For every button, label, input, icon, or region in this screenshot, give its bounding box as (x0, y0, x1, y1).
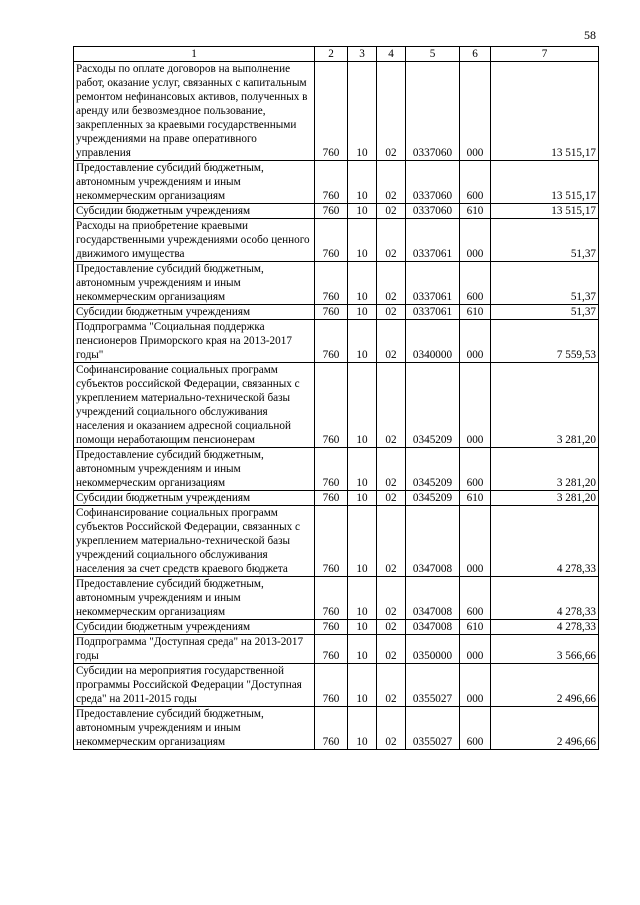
row-c6-cell: 600 (460, 707, 491, 750)
row-c7-cell: 4 278,33 (491, 506, 599, 577)
row-name-cell: Субсидии бюджетным учреждениям (74, 620, 315, 635)
row-c7-cell: 51,37 (491, 262, 599, 305)
row-c5-cell: 0337060 (406, 204, 460, 219)
row-name-cell: Предоставление субсидий бюджетным, автономным учреждениям и иным некоммерческим организациям (74, 262, 315, 305)
column-header: 7 (491, 47, 599, 62)
row-c4-cell: 02 (377, 363, 406, 448)
row-c7-cell: 4 278,33 (491, 620, 599, 635)
row-c4-cell: 02 (377, 62, 406, 161)
row-c4-cell: 02 (377, 664, 406, 707)
row-name-cell: Предоставление субсидий бюджетным, автономным учреждениям и иным некоммерческим организациям (74, 161, 315, 204)
table-row (74, 491, 599, 506)
row-c6-cell: 600 (460, 262, 491, 305)
row-c4-cell: 02 (377, 320, 406, 363)
page-number: 58 (584, 28, 596, 42)
table-row (74, 219, 599, 262)
row-c5-cell: 0345209 (406, 448, 460, 491)
row-c2-cell: 760 (315, 62, 348, 161)
row-c4-cell: 02 (377, 262, 406, 305)
row-name-cell: Субсидии на мероприятия государственной программы Российской Федерации "Доступная среда" на 2011-2015 годы (74, 664, 315, 707)
row-c6-cell: 600 (460, 448, 491, 491)
row-c7-cell: 4 278,33 (491, 577, 599, 620)
table-row (74, 320, 599, 363)
row-name-cell: Расходы на приобретение краевыми государственными учреждениями особо ценного движимого имущества (74, 219, 315, 262)
row-name-cell: Софинансирование социальных программ субъектов российской Федерации, связанных с укреплением материально-технической базы учреждений социального обслуживания населения и оказанием адресной социальной помощи неработающим пенсионерам (74, 363, 315, 448)
row-c4-cell: 02 (377, 577, 406, 620)
row-c4-cell: 02 (377, 506, 406, 577)
row-c3-cell: 10 (348, 707, 377, 750)
row-name-cell: Предоставление субсидий бюджетным, автономным учреждениям и иным некоммерческим организациям (74, 707, 315, 750)
row-c2-cell: 760 (315, 320, 348, 363)
table-row (74, 305, 599, 320)
row-c2-cell: 760 (315, 305, 348, 320)
row-name-cell: Софинансирование социальных программ субъектов Российской Федерации, связанных с укреплением материально-технической базы учреждений социального обслуживания населения за счет средств краевого бюджета (74, 506, 315, 577)
row-c7-cell: 3 281,20 (491, 448, 599, 491)
table-header-row (74, 47, 599, 62)
row-c2-cell: 760 (315, 635, 348, 664)
row-c4-cell: 02 (377, 161, 406, 204)
row-name-cell: Субсидии бюджетным учреждениям (74, 204, 315, 219)
row-c5-cell: 0337060 (406, 62, 460, 161)
table-row (74, 506, 599, 577)
row-c3-cell: 10 (348, 363, 377, 448)
row-c2-cell: 760 (315, 204, 348, 219)
column-header: 1 (74, 47, 315, 62)
row-c2-cell: 760 (315, 664, 348, 707)
row-c3-cell: 10 (348, 305, 377, 320)
column-header: 4 (377, 47, 406, 62)
row-c7-cell: 3 281,20 (491, 363, 599, 448)
row-c4-cell: 02 (377, 204, 406, 219)
row-c6-cell: 000 (460, 219, 491, 262)
row-c2-cell: 760 (315, 707, 348, 750)
row-name-cell: Субсидии бюджетным учреждениям (74, 305, 315, 320)
row-c5-cell: 0347008 (406, 620, 460, 635)
row-c7-cell: 3 281,20 (491, 491, 599, 506)
row-c6-cell: 000 (460, 635, 491, 664)
row-c2-cell: 760 (315, 363, 348, 448)
row-c6-cell: 610 (460, 620, 491, 635)
row-c5-cell: 0340000 (406, 320, 460, 363)
row-c5-cell: 0355027 (406, 707, 460, 750)
table-row (74, 577, 599, 620)
row-c2-cell: 760 (315, 620, 348, 635)
row-c6-cell: 000 (460, 62, 491, 161)
table-row (74, 664, 599, 707)
row-c5-cell: 0347008 (406, 506, 460, 577)
row-c3-cell: 10 (348, 506, 377, 577)
row-c4-cell: 02 (377, 635, 406, 664)
row-c4-cell: 02 (377, 219, 406, 262)
row-c7-cell: 51,37 (491, 305, 599, 320)
row-c6-cell: 000 (460, 664, 491, 707)
row-c5-cell: 0337061 (406, 305, 460, 320)
row-c2-cell: 760 (315, 448, 348, 491)
row-c2-cell: 760 (315, 262, 348, 305)
row-c3-cell: 10 (348, 262, 377, 305)
row-c7-cell: 13 515,17 (491, 62, 599, 161)
table-row (74, 161, 599, 204)
row-c6-cell: 000 (460, 506, 491, 577)
row-c5-cell: 0337061 (406, 219, 460, 262)
row-c2-cell: 760 (315, 577, 348, 620)
row-c3-cell: 10 (348, 204, 377, 219)
budget-table (73, 46, 599, 750)
row-c3-cell: 10 (348, 320, 377, 363)
table-row (74, 62, 599, 161)
table-row (74, 448, 599, 491)
row-c7-cell: 2 496,66 (491, 664, 599, 707)
row-c7-cell: 13 515,17 (491, 204, 599, 219)
row-c6-cell: 000 (460, 363, 491, 448)
row-c5-cell: 0337060 (406, 161, 460, 204)
row-c5-cell: 0350000 (406, 635, 460, 664)
row-c6-cell: 000 (460, 320, 491, 363)
row-c5-cell: 0355027 (406, 664, 460, 707)
row-c7-cell: 7 559,53 (491, 320, 599, 363)
row-c5-cell: 0347008 (406, 577, 460, 620)
row-c3-cell: 10 (348, 448, 377, 491)
row-c6-cell: 600 (460, 161, 491, 204)
row-c5-cell: 0337061 (406, 262, 460, 305)
table-row (74, 204, 599, 219)
row-c4-cell: 02 (377, 707, 406, 750)
row-name-cell: Расходы по оплате договоров на выполнение работ, оказание услуг, связанных с капитальным ремонтом нефинансовых активов, полученных в аренду или безвозмездное пользование, закрепленных за краевыми государственными учреждениями на праве оперативного управления (74, 62, 315, 161)
table-row (74, 262, 599, 305)
row-c5-cell: 0345209 (406, 363, 460, 448)
row-c3-cell: 10 (348, 635, 377, 664)
table-body (74, 62, 599, 750)
row-c4-cell: 02 (377, 448, 406, 491)
table-row (74, 620, 599, 635)
row-c4-cell: 02 (377, 491, 406, 506)
row-c3-cell: 10 (348, 62, 377, 161)
row-c6-cell: 610 (460, 204, 491, 219)
row-c3-cell: 10 (348, 219, 377, 262)
row-name-cell: Подпрограмма "Социальная поддержка пенсионеров Приморского края на 2013-2017 годы" (74, 320, 315, 363)
row-c4-cell: 02 (377, 305, 406, 320)
row-c2-cell: 760 (315, 506, 348, 577)
row-c2-cell: 760 (315, 219, 348, 262)
row-c5-cell: 0345209 (406, 491, 460, 506)
row-name-cell: Субсидии бюджетным учреждениям (74, 491, 315, 506)
row-name-cell: Предоставление субсидий бюджетным, автономным учреждениям и иным некоммерческим организациям (74, 577, 315, 620)
row-c7-cell: 3 566,66 (491, 635, 599, 664)
row-c7-cell: 51,37 (491, 219, 599, 262)
row-c3-cell: 10 (348, 577, 377, 620)
row-c7-cell: 2 496,66 (491, 707, 599, 750)
row-c6-cell: 600 (460, 577, 491, 620)
table-row (74, 363, 599, 448)
column-header: 2 (315, 47, 348, 62)
row-c3-cell: 10 (348, 620, 377, 635)
row-name-cell: Предоставление субсидий бюджетным, автономным учреждениям и иным некоммерческим организациям (74, 448, 315, 491)
column-header: 6 (460, 47, 491, 62)
row-c6-cell: 610 (460, 491, 491, 506)
row-c3-cell: 10 (348, 161, 377, 204)
row-c3-cell: 10 (348, 491, 377, 506)
row-c7-cell: 13 515,17 (491, 161, 599, 204)
row-c6-cell: 610 (460, 305, 491, 320)
table-row (74, 707, 599, 750)
column-header: 3 (348, 47, 377, 62)
row-c2-cell: 760 (315, 161, 348, 204)
row-c2-cell: 760 (315, 491, 348, 506)
row-c4-cell: 02 (377, 620, 406, 635)
table-row (74, 635, 599, 664)
row-name-cell: Подпрограмма "Доступная среда" на 2013-2017 годы (74, 635, 315, 664)
row-c3-cell: 10 (348, 664, 377, 707)
column-header: 5 (406, 47, 460, 62)
